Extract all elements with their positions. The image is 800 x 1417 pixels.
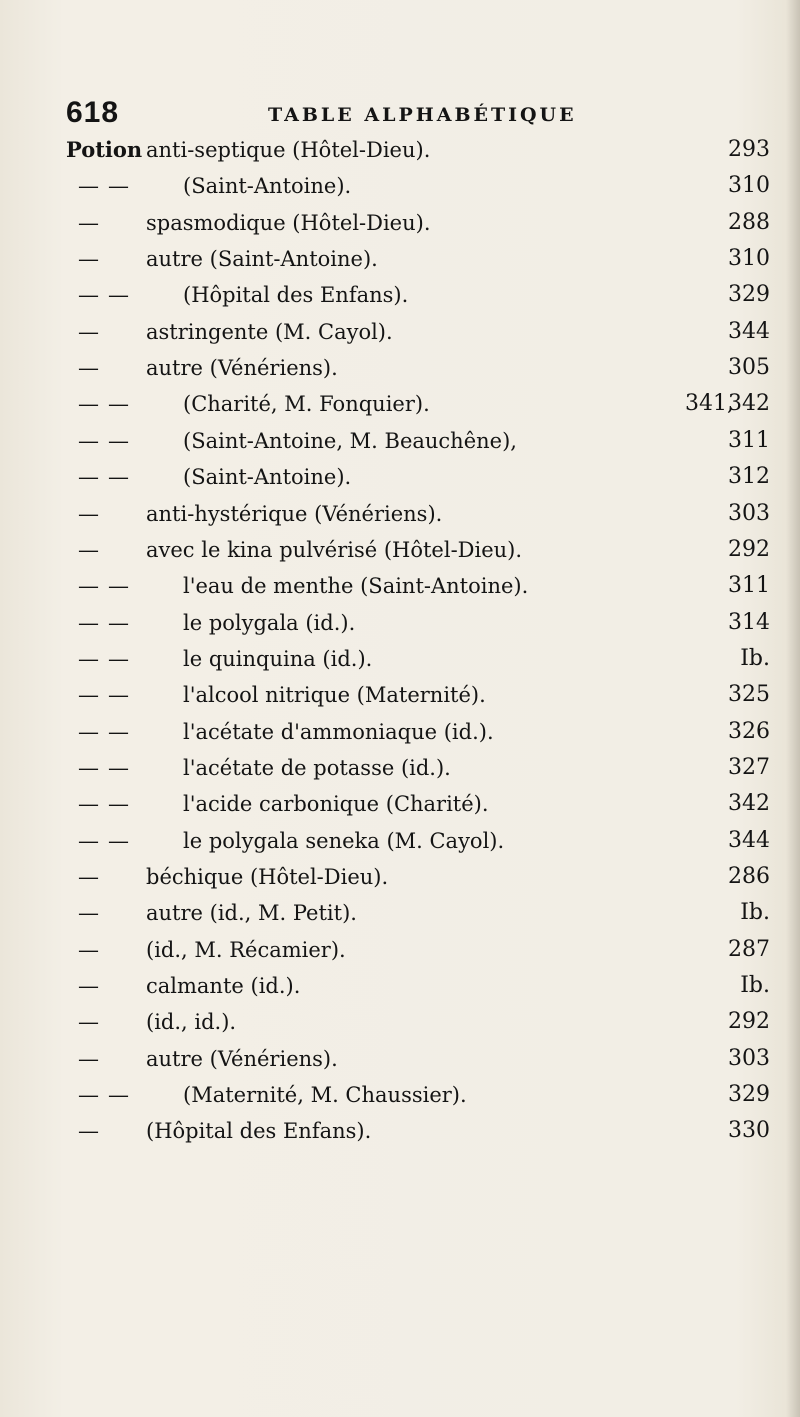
entry-subdash: — (108, 174, 129, 199)
entry-page-ref: 311 (728, 573, 770, 599)
page-header (66, 96, 766, 136)
entry-dash: — (78, 247, 99, 272)
entry-page-ref: 327 (728, 754, 770, 780)
entry-page-ref: 303 (728, 1045, 770, 1071)
entry-page-ref: Ib. (740, 973, 770, 999)
entry-subdash: — (108, 574, 129, 599)
running-head: TABLE ALPHABÉTIQUE (268, 104, 577, 126)
entry-page-ref: 344 (728, 318, 770, 344)
index-entry (66, 895, 770, 931)
index-entry (66, 823, 770, 859)
index-entry (66, 168, 770, 204)
entry-page-ref: 329 (728, 282, 770, 308)
entry-page-ref: 305 (728, 355, 770, 381)
entry-page-ref: 342 (728, 791, 770, 817)
entry-page-ref: 287 (728, 936, 770, 962)
entry-text: autre (id., M. Petit). (146, 901, 357, 926)
index-entry (66, 1041, 770, 1077)
entry-subdash: — (108, 1083, 129, 1108)
index-entry (66, 277, 770, 313)
entry-text: le polygala (id.). (183, 610, 356, 635)
entry-dash: — (78, 1119, 99, 1144)
index-entry (66, 241, 770, 277)
entry-subdash: — (108, 465, 129, 490)
entry-dash: — (78, 683, 99, 708)
entry-subdash: — (108, 610, 129, 635)
entry-text: autre (Vénériens). (146, 356, 338, 381)
entry-page-ref: 293 (728, 137, 770, 162)
entry-dash: — (78, 792, 99, 817)
entry-text: l'acide carbonique (Charité). (183, 792, 489, 817)
entry-page-ref: Ib. (740, 900, 770, 926)
page-number: 618 (66, 96, 120, 129)
index-entry (66, 423, 770, 459)
index-entry (66, 750, 770, 786)
entry-text: (Charité, M. Fonquier). (183, 392, 430, 417)
entry-dash: — (78, 428, 99, 453)
entry-text: l'acétate de potasse (id.). (183, 755, 451, 780)
entry-dash: — (78, 465, 99, 490)
entry-page-ref: 303 (728, 500, 770, 526)
entry-dash: — (78, 610, 99, 635)
index-entry (66, 205, 770, 241)
index-entry (66, 786, 770, 822)
entry-text: le polygala seneka (M. Cayol). (183, 828, 505, 853)
index-entry (66, 641, 770, 677)
entry-page-ref: 292 (728, 1009, 770, 1035)
entry-text: (id., M. Récamier). (146, 937, 346, 962)
entry-text: l'acétate d'ammoniaque (id.). (183, 719, 494, 744)
index-entry (66, 605, 770, 641)
entry-dash: — (78, 283, 99, 308)
page-edge-shadow (786, 0, 800, 1417)
entry-dash: — (78, 174, 99, 199)
entry-page-ref: 342 (728, 391, 770, 417)
index-entry (66, 1004, 770, 1040)
entry-page-ref: 326 (728, 718, 770, 744)
entry-text: l'alcool nitrique (Maternité). (183, 683, 486, 708)
entry-text: (id., id.). (146, 1010, 237, 1035)
entry-subdash: — (108, 719, 129, 744)
entry-headword: Potion (66, 137, 143, 162)
entry-text: autre (Vénériens). (146, 1046, 338, 1071)
entry-text: astringente (M. Cayol). (146, 319, 393, 344)
entry-dash: — (78, 937, 99, 962)
entry-dash: — (78, 574, 99, 599)
entry-text: (Maternité, M. Chaussier). (183, 1083, 467, 1108)
entry-page-ref: 314 (728, 609, 770, 635)
entry-page-ref: 329 (728, 1082, 770, 1108)
index-entry (66, 1077, 770, 1113)
entry-dash: — (78, 501, 99, 526)
index-entry (66, 350, 770, 386)
entry-page-ref: 330 (728, 1118, 770, 1144)
entry-subdash: — (108, 428, 129, 453)
entry-dash: — (78, 719, 99, 744)
index-entry (66, 677, 770, 713)
entry-text: (Saint-Antoine, M. Beauchêne), (183, 428, 517, 453)
entry-subdash: — (108, 683, 129, 708)
entry-page-ref: 310 (728, 173, 770, 199)
entry-subdash: — (108, 828, 129, 853)
entry-dash: — (78, 901, 99, 926)
entry-text: (Hôpital des Enfans). (146, 1119, 372, 1144)
entry-text: spasmodique (Hôtel-Dieu). (146, 210, 431, 235)
index-entry (66, 386, 770, 422)
entry-subdash: — (108, 755, 129, 780)
entry-page-ref: 311 (728, 427, 770, 453)
index-entry (66, 496, 770, 532)
index-entry (66, 568, 770, 604)
entry-text: béchique (Hôtel-Dieu). (146, 865, 389, 889)
index-entry (66, 932, 770, 968)
entry-dash: — (78, 1083, 99, 1108)
entry-dash: — (78, 828, 99, 853)
entry-text: autre (Saint-Antoine). (146, 247, 378, 272)
entry-dash: — (78, 974, 99, 999)
index-entry (66, 132, 770, 168)
entry-page-ref: 310 (728, 246, 770, 272)
entry-text: (Saint-Antoine). (183, 465, 352, 490)
entry-page-ref-extra: 341, (685, 391, 734, 417)
entry-text: calmante (id.). (146, 974, 301, 999)
entry-dash: — (78, 865, 99, 889)
index-entry (66, 314, 770, 350)
index-entry (66, 1113, 770, 1149)
entry-text: avec le kina pulvérisé (Hôtel-Dieu). (146, 537, 523, 562)
entry-subdash: — (108, 392, 129, 417)
entry-text: anti-hystérique (Vénériens). (146, 501, 443, 526)
entry-text: l'eau de menthe (Saint-Antoine). (183, 574, 529, 599)
entry-dash: — (78, 646, 99, 671)
entry-subdash: — (108, 792, 129, 817)
entry-dash: — (78, 392, 99, 417)
entry-page-ref: Ib. (740, 645, 770, 671)
entry-page-ref: 312 (728, 464, 770, 490)
index-entry (66, 859, 770, 895)
entry-dash: — (78, 356, 99, 381)
entry-text: (Hôpital des Enfans). (183, 283, 409, 308)
entry-subdash: — (108, 646, 129, 671)
index-entry (66, 459, 770, 495)
entry-page-ref: 288 (728, 209, 770, 235)
entry-text: le quinquina (id.). (183, 646, 373, 671)
entry-dash: — (78, 319, 99, 344)
index-entry (66, 714, 770, 750)
entry-dash: — (78, 1010, 99, 1035)
entry-dash: — (78, 210, 99, 235)
entry-text: (Saint-Antoine). (183, 174, 352, 199)
entry-page-ref: 325 (728, 682, 770, 708)
entry-dash: — (78, 755, 99, 780)
entry-page-ref: 292 (728, 536, 770, 562)
index-entry (66, 532, 770, 568)
entry-text: anti-septique (Hôtel-Dieu). (146, 138, 431, 162)
entry-page-ref: 344 (728, 827, 770, 853)
entry-dash: — (78, 537, 99, 562)
entry-dash: — (78, 1046, 99, 1071)
index-entry (66, 968, 770, 1004)
entry-page-ref: 286 (728, 864, 770, 889)
entry-subdash: — (108, 283, 129, 308)
